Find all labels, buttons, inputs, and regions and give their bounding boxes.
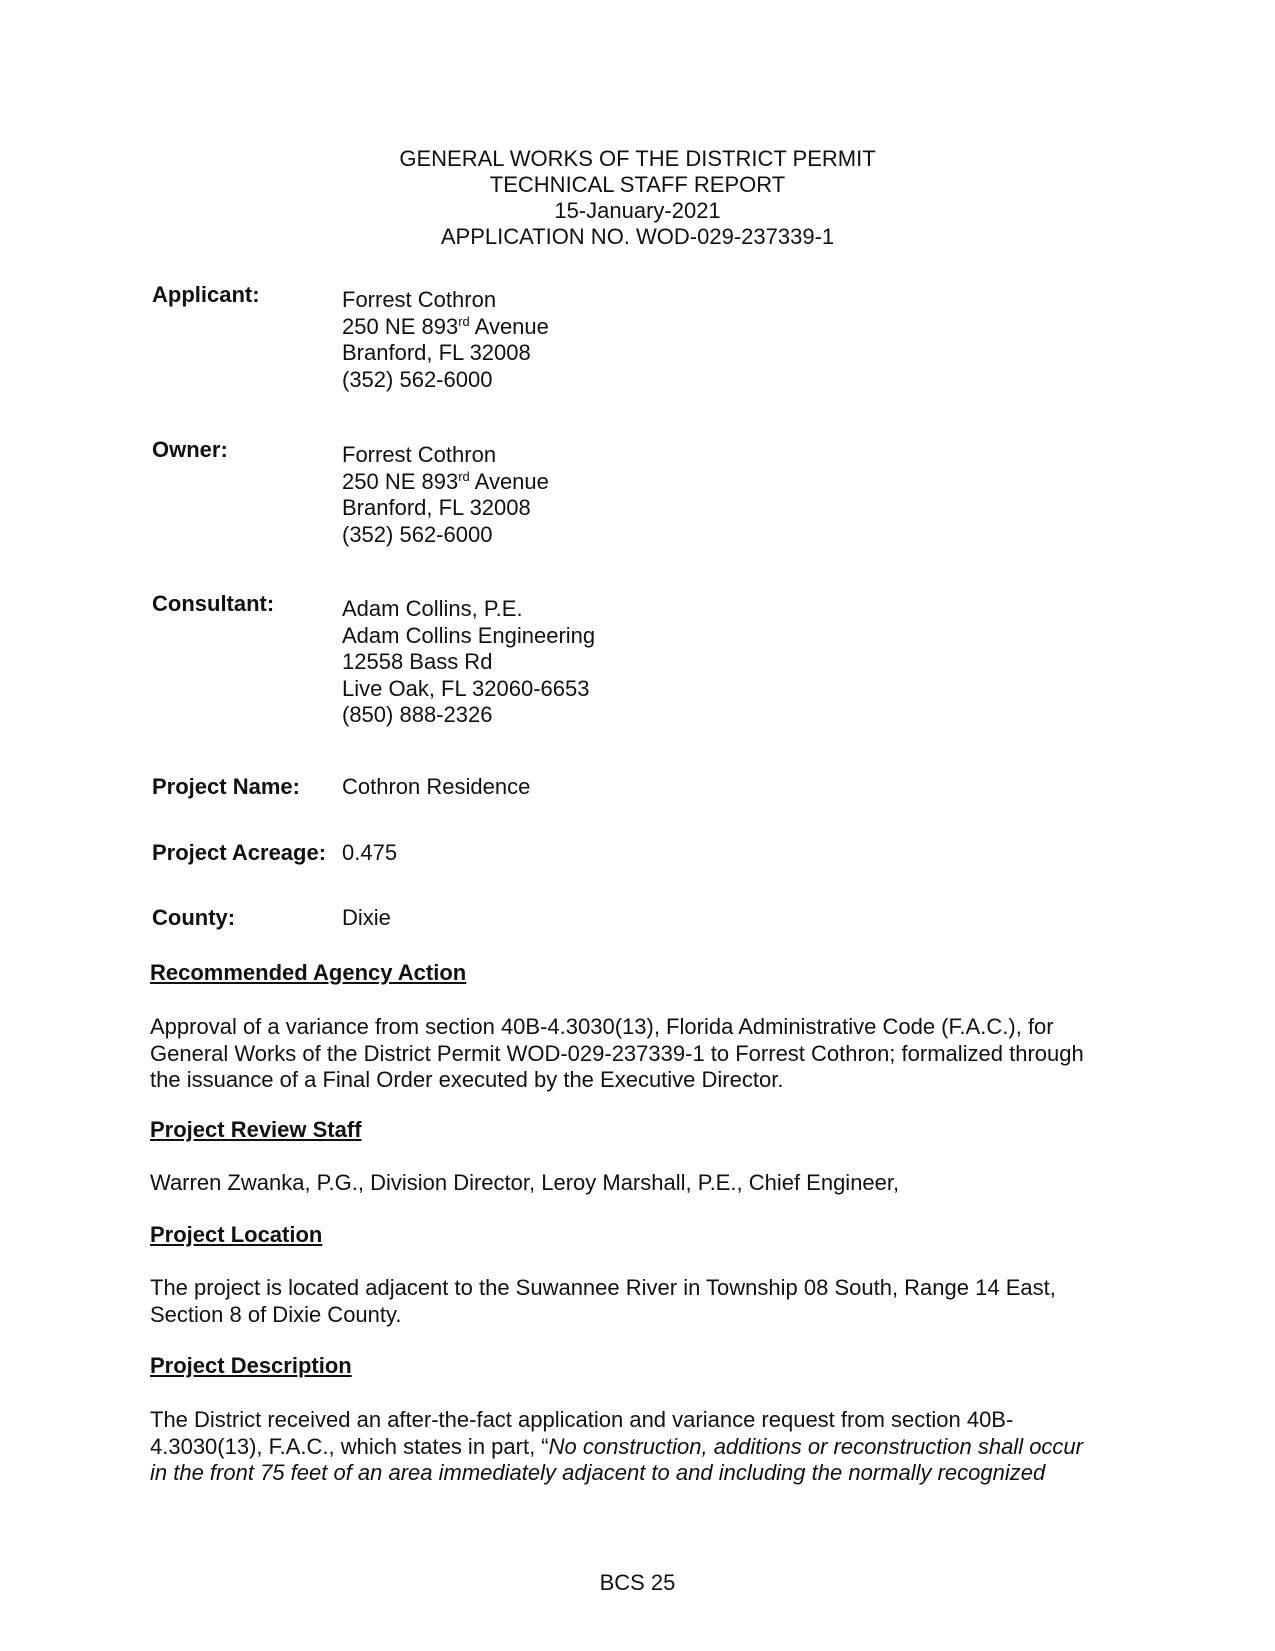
- review-staff-line: Warren Zwanka, P.G., Division Director, Leroy Marshall, P.E., Chief Engineer,: [150, 1170, 900, 1195]
- project-name-value: Cothron Residence: [342, 774, 531, 799]
- project-acreage-value: 0.475: [342, 840, 398, 865]
- applicant-phone: (352) 562-6000: [342, 366, 493, 392]
- owner-city: Branford, FL 32008: [342, 495, 531, 520]
- review-staff-text: [150, 1170, 1130, 1197]
- consultant-details: [342, 596, 595, 729]
- description-line: in the front 75 feet of an area immediately adjacent to and including the normally recognized: [150, 1460, 1046, 1485]
- page-number: BCS 25: [599, 1570, 676, 1595]
- applicant-street: 250 NE 893rd Avenue: [342, 313, 549, 339]
- header-permit-type: GENERAL WORKS OF THE DISTRICT PERMIT: [399, 146, 876, 171]
- owner-phone: (352) 562-6000: [342, 521, 493, 547]
- project-name-label: Project Name:: [152, 774, 300, 799]
- county-label: County:: [152, 905, 236, 930]
- description-heading: Project Description: [150, 1353, 352, 1378]
- consultant-street: 12558 Bass Rd: [342, 649, 493, 674]
- recommended-action-line: General Works of the District Permit WOD-029-237339-1 to Forrest Cothron; formalized through: [150, 1040, 1084, 1066]
- location-line: The project is located adjacent to the Suwannee River in Township 08 South, Range 14 East,: [150, 1275, 1056, 1300]
- description-line: The District received an after-the-fact application and variance request from section 40B-: [150, 1407, 1014, 1432]
- owner-label: Owner:: [152, 437, 228, 462]
- header-application-number: APPLICATION NO. WOD-029-237339-1: [440, 224, 835, 249]
- location-text: [150, 1275, 1130, 1328]
- applicant-details: [342, 287, 549, 393]
- description-line: 4.3030(13), F.A.C., which states in part, “No construction, additions or reconstruction shall occur: [150, 1433, 1083, 1459]
- applicant-name: Forrest Cothron: [342, 287, 497, 312]
- recommended-action-heading: Recommended Agency Action: [150, 960, 467, 985]
- location-line: Section 8 of Dixie County.: [150, 1301, 402, 1327]
- county-value: Dixie: [342, 905, 391, 930]
- header-report-title: TECHNICAL STAFF REPORT: [489, 172, 786, 197]
- consultant-city: Live Oak, FL 32060-6653: [342, 675, 590, 701]
- description-text: [150, 1407, 1130, 1487]
- recommended-action-line: Approval of a variance from section 40B-4.3030(13), Florida Administrative Code (F.A.C.), for: [150, 1014, 1054, 1039]
- consultant-label: Consultant:: [152, 591, 275, 616]
- header-date: 15-January-2021: [554, 198, 721, 223]
- consultant-name: Adam Collins, P.E.: [342, 596, 523, 621]
- location-heading: Project Location: [150, 1222, 323, 1247]
- recommended-action-line: the issuance of a Final Order executed by the Executive Director.: [150, 1067, 784, 1092]
- owner-street: 250 NE 893rd Avenue: [342, 468, 549, 494]
- report-header: [0, 146, 1275, 250]
- applicant-label: Applicant:: [152, 282, 260, 307]
- applicant-city: Branford, FL 32008: [342, 340, 531, 365]
- recommended-action-text: [150, 1014, 1130, 1094]
- review-staff-heading: Project Review Staff: [150, 1117, 362, 1142]
- owner-details: [342, 442, 549, 548]
- consultant-phone: (850) 888-2326: [342, 702, 493, 727]
- project-acreage-label: Project Acreage:: [152, 840, 327, 865]
- owner-name: Forrest Cothron: [342, 442, 497, 467]
- consultant-company: Adam Collins Engineering: [342, 622, 596, 648]
